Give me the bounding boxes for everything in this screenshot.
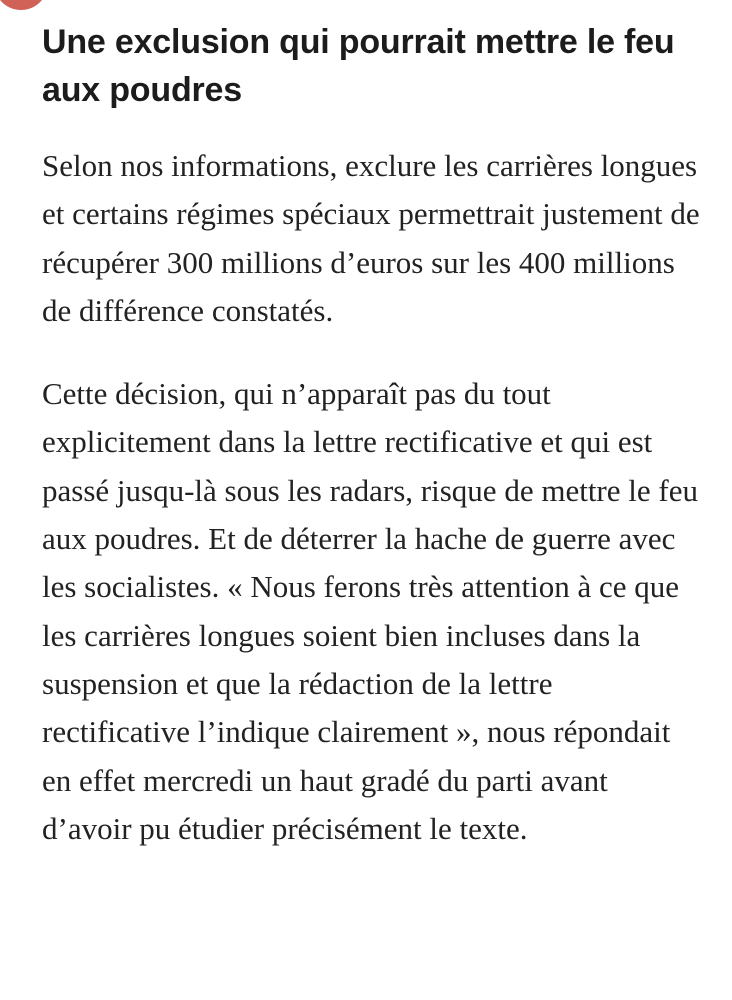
article-paragraph-2: Cette décision, qui n’apparaît pas du tout explicitement dans la lettre rectificative et qui est passé jusqu-là sous les radars, risque de mettre le feu aux poudres. Et de déterrer la hache de guerre avec les socialistes. « Nous ferons très attention à ce que les carrières longues soient bien incluses dans la suspension et que la rédaction de la lettre rectificative l’indique clairement », nous répondait en effet mercredi un haut gradé du parti avant d’avoir pu étudier précisément le texte.	[42, 376, 698, 846]
article-paragraph-1: Selon nos informations, exclure les carrières longues et certains régimes spéciaux permettrait justement de récupérer 300 millions d’euros sur les 400 millions de différence constatés.	[42, 148, 700, 328]
partial-avatar-shape	[0, 0, 48, 10]
article-body	[42, 18, 702, 853]
section-headline: Une exclusion qui pourrait mettre le feu aux poudres	[42, 23, 675, 109]
